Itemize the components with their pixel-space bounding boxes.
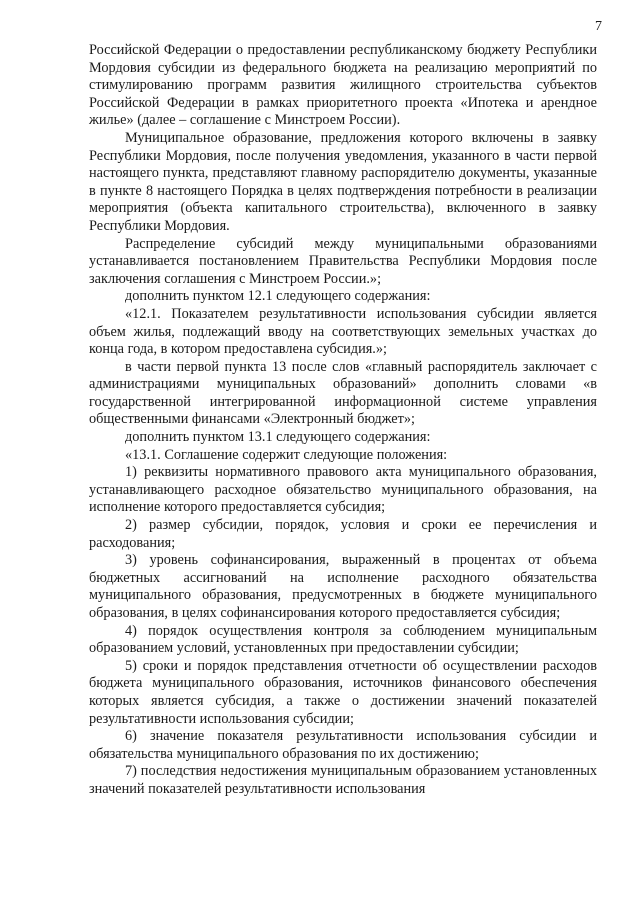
paragraph: «13.1. Соглашение содержит следующие положения: (125, 446, 448, 463)
list-item: 7) последствия недостижения муниципальным образованием установленных значений показателей результативности использования (89, 763, 597, 797)
list-item: 2) размер субсидии, порядок, условия и сроки ее перечисления и расходования; (89, 517, 597, 551)
paragraph: дополнить пунктом 12.1 следующего содержания: (125, 288, 431, 305)
list-item: 3) уровень софинансирования, выраженный в процентах от объема бюджетных ассигнований на исполнение расходного обязательства муниципального образования, предусмотренных в бюджете муниципального образования, в целях софинансирования которого предоставляется субсидия; (89, 552, 597, 621)
document-body (89, 42, 597, 799)
paragraph: дополнить пунктом 13.1 следующего содержания: (125, 429, 431, 446)
paragraph-continuation: Российской Федерации о предоставлении республиканскому бюджету Республики Мордовия субсидии из федерального бюджета на реализацию мероприятий по стимулированию программ развития жилищного строительства субъектов Российской Федерации в рамках приоритетного проекта «Ипотека и арендное жилье» (далее – соглашение с Минстроем России). (89, 42, 597, 129)
paragraph: в части первой пункта 13 после слов «главный распорядитель заключает с администрациями муниципальных образований» дополнить словами «в государственной интегрированной информационной системе управления общественными финансами «Электронный бюджет»; (89, 358, 597, 428)
paragraph: «12.1. Показателем результативности использования субсидии является объем жилья, подлежащий вводу на соответствующих земельных участках до конца года, в котором предоставлена субсидия.»; (89, 305, 597, 358)
paragraph: Муниципальное образование, предложения которого включены в заявку Республики Мордовия, после получения уведомления, указанного в части первой настоящего пункта, представляют главному распорядителю документы, указанные в пункте 8 настоящего Порядка в целях подтверждения потребности в реализации мероприятия (объекта капитального строительства), включенного в заявку Республики Мордовия. (89, 129, 597, 234)
list-item: 5) сроки и порядок представления отчетности об осуществлении расходов бюджета муниципального образования, источников финансового обеспечения которых является субсидия, а также о достижении значений показателей результативности использования субсидии; (89, 657, 597, 727)
list-item: 6) значение показателя результативности использования субсидии и обязательства муниципального образования по их достижению; (89, 728, 597, 762)
list-item: 4) порядок осуществления контроля за соблюдением муниципальным образованием условий, установленных при предоставлении субсидии; (89, 622, 597, 657)
list-item: 1) реквизиты нормативного правового акта муниципального образования, устанавливающего расходное обязательство муниципального образования, на исполнение которого предоставляется субсидия; (89, 464, 597, 516)
page-number: 7 (595, 19, 602, 34)
paragraph: Распределение субсидий между муниципальными образованиями устанавливается постановлением Правительства Республики Мордовия после заключения соглашения с Минстроем России.»; (89, 235, 597, 287)
